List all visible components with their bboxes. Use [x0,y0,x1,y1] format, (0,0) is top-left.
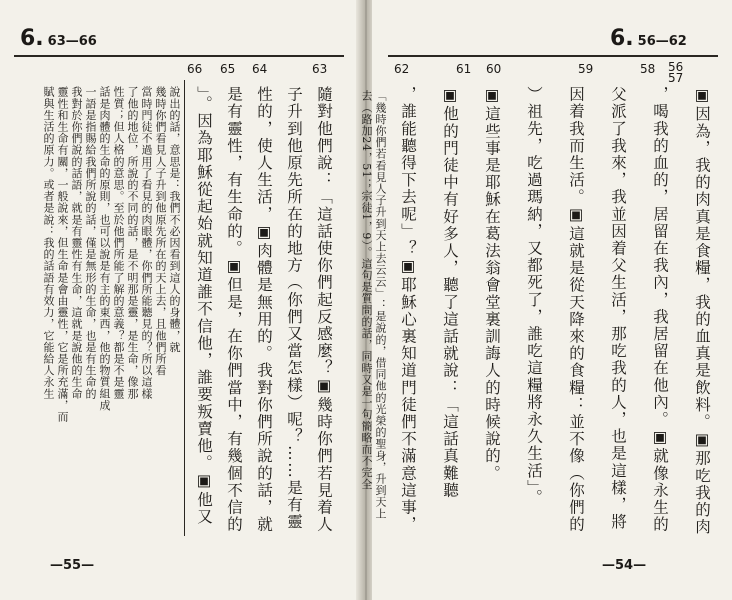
left-note-column: 了他的地位，所說的不同的話，是不明那是靈，是生命，像那 [126,86,139,400]
right-verse-number: 56 57 [668,60,684,85]
right-verse-number: 61 [456,62,472,76]
right-verse-number: 59 [578,62,594,76]
left-header-rule [14,55,344,57]
right-verse-number: 62 [394,62,410,76]
left-verse-number: 66 [187,62,203,76]
right-note-column: 去（路加24，51；宗徒1，9）。這句是質問的話，同時又是一句簡略而不完全 [360,90,373,490]
left-page [0,0,360,600]
right-verse-number: 58 [640,62,656,76]
left-note-column: 說出的話，意思是：我們不必因看到這人的身體，就 [168,86,181,353]
left-page-number: —55— [50,558,95,573]
left-header-range: 63—66 [47,34,97,49]
right-header-range: 56—62 [637,34,687,49]
left-text-column: 子升到他原先所在的地方（你們又當怎樣）呢？……是有靈 [285,86,303,531]
left-note-column: 話是肉體的生命的原則，也可以說是有主的東西，他的物質組成 [98,86,111,411]
left-note-column: 一語是指賜給我們所說的話，僅是無形的生命，也是有生命的 [84,86,97,400]
left-verse-number: 64 [252,62,268,76]
right-verse-number: 60 [486,62,502,76]
left-text-column: 性的，使人生活，▣肉體是無用的。我對你們所說的話，就 [255,86,273,534]
left-page-header [20,26,97,54]
left-note-column: 我對於你們說的話語，就是有靈性有生命，這就是說他的生命 [70,86,83,400]
right-text-column: ）祖先，吃過瑪納，又都死了，誰吃這糧將永久生活」。 [525,86,543,506]
left-header-chapter: 6. [20,26,44,51]
right-text-column: ，誰能聽得下去呢」？▣耶穌心裏知道門徒們不滿意這事， [399,86,417,534]
right-text-column: 父派了我來，我並因着父生活，那吃我的人，也是這樣，將 [609,86,627,531]
left-note-column: 幾時你們看見人子升到他原先所在的天上去，且他們所看 [154,86,167,376]
left-note-column: 賦與生活的原力。或者是說：我的話語有效力，它能給人永生 [42,86,55,400]
right-header-rule [388,55,718,57]
left-note-column: 靈性和生命有關，一般說來，但生命是會由靈性，它是所充滿，而 [56,86,69,423]
right-page [360,0,732,600]
right-header-chapter: 6. [610,26,634,51]
left-text-column: 隨對他們說：「這話使你們起反感麼？▣幾時你們若見着人 [315,86,333,534]
right-text-column: ▣因為，我的肉真是食糧，我的血真是飲料。▣那吃我的肉 [693,86,711,536]
left-column-divider [184,80,185,536]
right-text-column: ，喝我的血的，居留在我內，我居留在他內。▣就像永生的 [651,86,669,534]
right-note-column: 「幾時你們若看見人子升到天上去云云」：是說的，借同他的光榮的聖身，升到天上 [374,90,387,520]
left-text-column: 是有靈性，有生命的。▣但是，在你們當中，有幾個不信的 [225,86,243,534]
left-note-column: 當時門徒不過用了看見的肉眼體，你們所能聽見的？所以這樣 [140,86,153,400]
right-text-column: 因着我而生活。▣這就是從天降來的食糧：並不像（你們的 [567,86,585,534]
right-page-header [610,26,687,54]
left-text-column: 」。因為耶穌從起始就知道誰不信他，誰要叛賣他。▣他又 [195,86,213,526]
right-text-column: ▣這些事是耶穌在葛法翁會堂裏訓誨人的時候說的。 [483,86,501,482]
right-page-number: —54— [602,558,647,573]
left-verse-number: 63 [312,62,328,76]
left-verse-number: 65 [220,62,236,76]
left-note-column: 性質；但人格的意思。至於他們所能了解的意義？都是不是靈 [112,86,125,400]
right-text-column: ▣他的門徒中有好多人，聽了這話就說：「這話真難聽 [441,86,459,499]
